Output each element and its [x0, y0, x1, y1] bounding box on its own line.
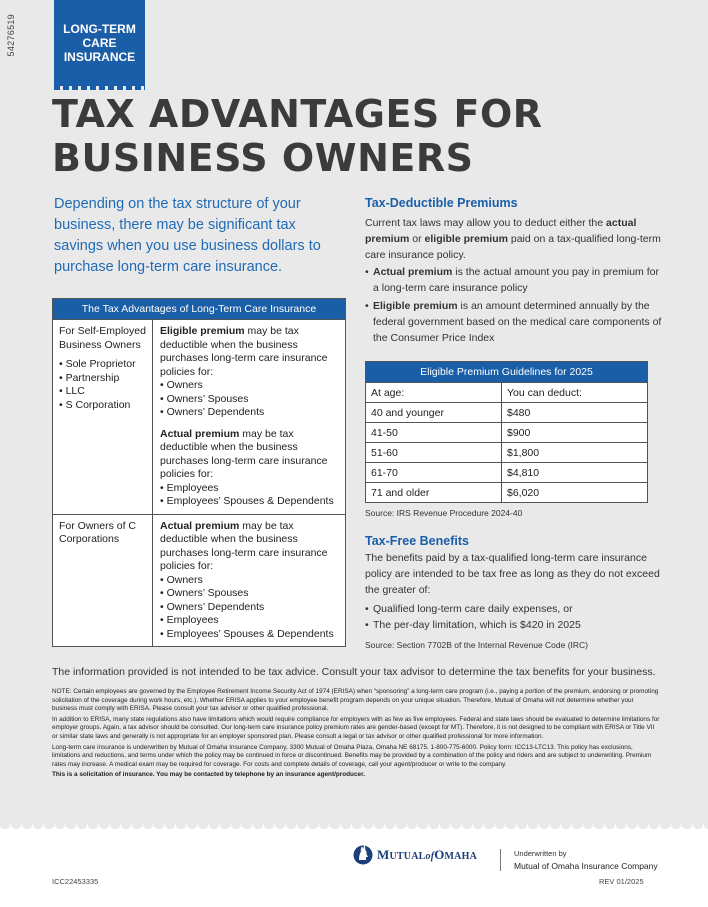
ribbon-line: CARE	[82, 36, 117, 50]
age-cell: 51-60	[366, 443, 502, 463]
list-item: • Sole Proprietor	[59, 358, 146, 372]
premium-guidelines-table	[365, 361, 648, 503]
row-label-cell	[53, 515, 153, 647]
block-text	[160, 428, 338, 482]
age-cell: 40 and younger	[366, 403, 502, 423]
block-description: may be tax deductible when the business purchases long-term care insurance policies for:	[160, 427, 328, 480]
list-item: • Qualified long-term care daily expenses, or	[365, 601, 665, 617]
intro-paragraph: Depending on the tax structure of your business, there may be significant tax savings when you use business dollars to purchase long-term care insurance.	[54, 196, 321, 275]
table-row	[53, 320, 345, 515]
list-item: • The per-day limitation, which is $420 in 2025	[365, 617, 665, 633]
list-item: • Partnership	[59, 372, 146, 386]
premium-definitions-list	[365, 264, 665, 348]
table-header-row	[366, 362, 648, 383]
amount-cell: $6,020	[502, 483, 648, 503]
premium-block	[160, 325, 338, 420]
footer-divider	[500, 849, 501, 871]
list-item: • Employees	[160, 614, 338, 628]
list-item	[365, 298, 665, 346]
indian-head-logo-icon	[353, 845, 373, 865]
legal-paragraph: In addition to ERISA, many state regulations also have limitations which would require compliance for employers with as few as five employees. Federal and state laws should be evaluated to determine limitations for employer groups. Again, a tax advisor should be consulted. Our long-term care insurance policy premium rates are gender-based (except for MT). Therefore, it is not designed to be compliant with ERISA or Title VII or similar state laws and generally is not appropriate for an employer sponsored plan. Please consult a legal or tax advisor or other qualified professional for more information.	[52, 715, 660, 740]
legal-paragraph: NOTE: Certain employees are governed by the Employee Retirement Income Security Act of 1974 (ERISA) when “sponsoring” a long-term care program (i.e., paying a portion of the premium, endorsing or promoting solicitation of the coverage during work hours, etc.). Whether ERISA applies to your employee benefit program depends on your unique situation. Therefore, Mutual of Omaha will not determine whether your business must comply with ERISA. Please consult your tax advisor or other qualified professional.	[52, 688, 659, 713]
tax-advice-disclaimer: The information provided is not intended to be tax advice. Consult your tax advisor to determine the tax benefits for your business.	[52, 666, 656, 678]
tax-deductible-body	[365, 215, 665, 263]
list-item: • Employees’ Spouses & Dependents	[160, 628, 338, 642]
table-header: The Tax Advantages of Long-Term Care Insurance	[53, 299, 345, 320]
legal-paragraph: Long-term care insurance is underwritten by Mutual of Omaha Insurance Company, 3300 Mutual of Omaha Plaza, Omaha NE 68175. 1-800-775-6000. Policy form: ICC13-LTC13. This policy has exclusions, limitations and reductions, and terms under which the policy may be continued in force or discontinued. Benefits may be provided by a combination of the policy and riders and are subject to underwriting. Premium rates may increase. A medical exam may be required for coverage. For costs and complete details of coverage, call your agent/producer or write to the company.	[52, 743, 652, 768]
page-title	[52, 92, 652, 180]
row-label-cell	[53, 320, 153, 514]
amount-cell: $900	[502, 423, 648, 443]
column-header-age: At age:	[366, 383, 502, 403]
table-row	[366, 423, 648, 443]
ribbon-line: INSURANCE	[63, 50, 136, 64]
list-item: • Owners’ Spouses	[160, 587, 338, 601]
legal-notes	[52, 688, 660, 782]
ribbon-line: LONG-TERM	[63, 22, 136, 36]
list-item: • Owners’ Dependents	[160, 601, 338, 615]
category-ribbon	[54, 0, 145, 86]
list-item: • LLC	[59, 385, 146, 399]
list-item: • Owners	[160, 574, 338, 588]
body-text: Current tax laws may allow you to deduct either the	[365, 217, 607, 229]
beneficiary-list	[160, 379, 338, 420]
body-text: paid on a tax-qualified long-term care insurance policy.	[365, 233, 661, 261]
list-item: • Owners’ Spouses	[160, 393, 338, 407]
row-detail-cell	[153, 515, 345, 647]
amount-cell: $1,800	[502, 443, 648, 463]
block-description: may be tax deductible when the business purchases long-term care insurance policies for:	[160, 519, 328, 572]
table-header: Eligible Premium Guidelines for 2025	[366, 362, 648, 383]
definition-text: is the actual amount you pay in premium for a long-term care insurance policy	[373, 266, 659, 294]
logo-wordmark: MUTUALofOMAHA	[377, 847, 478, 862]
premium-block	[160, 428, 338, 509]
amount-cell: $4,810	[502, 463, 648, 483]
section-title-tax-deductible: Tax-Deductible Premiums	[365, 196, 518, 210]
irs-source-note: Source: IRS Revenue Procedure 2024-40	[365, 508, 523, 518]
beneficiary-list	[160, 574, 338, 642]
form-code: ICC22453335	[52, 877, 99, 886]
bold-term: actual premium	[365, 217, 637, 245]
row-detail-cell	[153, 320, 345, 514]
table-row	[366, 483, 648, 503]
tax-advantages-table	[52, 298, 346, 647]
age-cell: 41-50	[366, 423, 502, 443]
section-title-tax-free: Tax-Free Benefits	[365, 534, 469, 548]
bold-term: Actual premium	[373, 266, 453, 278]
beneficiary-list	[160, 482, 338, 509]
solicitation-notice: This is a solicitation of insurance. You may be contacted by telephone by an insurance agent/producer.	[52, 771, 365, 779]
block-text	[160, 325, 338, 379]
list-item: • S Corporation	[59, 399, 146, 413]
table-row	[366, 443, 648, 463]
age-cell: 61-70	[366, 463, 502, 483]
list-item: • Employees	[160, 482, 338, 496]
column-header-row	[366, 383, 648, 403]
row-label: For Self-Employed Business Owners	[59, 325, 146, 351]
block-text	[160, 520, 338, 574]
tax-free-body: The benefits paid by a tax-qualified long-term care insurance policy are intended to be tax free as long as they do not exceed the greater of:	[365, 552, 660, 596]
table-row	[53, 515, 345, 647]
irc-source-note: Source: Section 7702B of the Internal Revenue Code (IRC)	[365, 640, 589, 650]
revision-date: REV 01/2025	[599, 877, 644, 886]
table-row	[366, 463, 648, 483]
underwritten-label: Underwritten by	[514, 849, 567, 858]
list-item: • Employees’ Spouses & Dependents	[160, 495, 338, 509]
list-item: • Owners’ Dependents	[160, 406, 338, 420]
definition-text: is an amount determined annually by the federal government based on the medical care components of the Consumer Price Index	[373, 300, 662, 344]
underwriter-company: Mutual of Omaha Insurance Company	[514, 861, 658, 871]
bold-term: Actual premium	[160, 427, 240, 440]
company-logo	[353, 845, 477, 865]
body-text: or	[409, 233, 425, 245]
age-cell: 71 and older	[366, 483, 502, 503]
underwriter-info	[514, 848, 658, 872]
bold-term: Actual premium	[160, 519, 240, 532]
footer	[0, 830, 708, 907]
entity-list	[59, 358, 146, 412]
side-document-code: 54276519	[6, 14, 16, 57]
bold-term: Eligible premium	[160, 325, 245, 337]
bold-term: eligible premium	[424, 233, 508, 245]
block-description: may be tax deductible when the business purchases long-term care insurance policies for:	[160, 325, 328, 378]
tax-free-list	[365, 601, 665, 633]
table-row	[366, 403, 648, 423]
bold-term: Eligible premium	[373, 300, 458, 312]
column-header-deduct: You can deduct:	[502, 383, 648, 403]
list-item	[365, 264, 665, 296]
title-line: BUSINESS OWNERS	[52, 136, 474, 180]
title-line: TAX ADVANTAGES FOR	[52, 92, 543, 136]
amount-cell: $480	[502, 403, 648, 423]
row-label: For Owners of C Corporations	[59, 519, 137, 545]
list-item: • Owners	[160, 379, 338, 393]
premium-block	[160, 520, 338, 642]
